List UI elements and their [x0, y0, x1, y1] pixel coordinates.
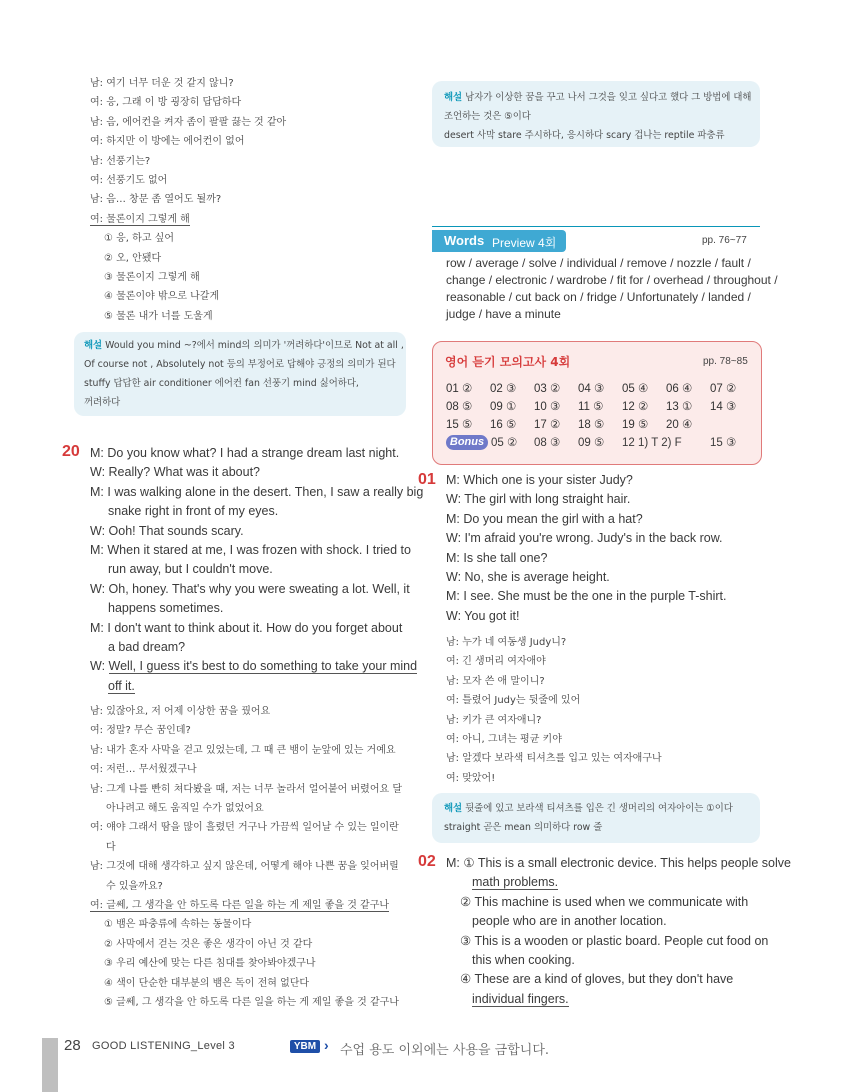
mock-test-title: 영어 듣기 모의고사 4회	[445, 355, 571, 369]
mock-test-answer-box	[432, 341, 762, 465]
dialogue-line: 여: 물론이지 그렇게 해	[90, 213, 190, 225]
page-number: 28	[64, 1037, 81, 1054]
bonus-badge: Bonus	[446, 435, 488, 450]
bonus-row: Bonus 05 ② 08 ③ 09 ⑤ 12 1) T 2) F 15 ③	[446, 434, 756, 452]
script-line: happens sometimes.	[108, 601, 224, 616]
option-4: ④ 색이 단순한 대부분의 뱀은 독이 전혀 없단다	[104, 977, 310, 989]
script-line: ④ These are a kind of gloves, but they don't have	[460, 972, 734, 987]
book-title: GOOD LISTENING_Level 3	[92, 1040, 235, 1052]
words-preview-tab: Words Preview 4회	[432, 230, 566, 252]
script-line: W: Oh, honey. That's why you were sweating a lot. Well, it	[90, 581, 410, 596]
explanation-box-01: 해설 뒷줄에 있고 보라색 티셔츠를 입은 긴 생머리의 여자아이는 ①이다 straight 곧은 mean 의미하다 row 줄	[432, 793, 760, 843]
dialogue-line: 남: 음… 창문 좀 열어도 될까?	[90, 194, 222, 206]
script-line: math problems.	[472, 875, 559, 890]
words-list: row / average / solve / individual / remove / nozzle / fault / change / electronic / wardrobe / fit for / overhead / throughout / reasonable / cut back on / fridge / Unfortunately / landed / judge / have a minute	[446, 256, 778, 321]
script-line: M: I see. She must be the one in the purple T-shirt.	[446, 589, 727, 604]
q20-translation: 남: 있잖아요, 저 어제 이상한 꿈을 꿨어요 여: 정말? 무슨 꿈인데? 남: 내가 혼자 사막을 걷고 있었는데, 그 때 큰 뱀이 눈앞에 있는 거예요 여: 저런… 무서웠겠구나 남: 그게 나를 빤히 쳐다봤을 때, 저는 너무 놀라서 얼어붙어 버렸어요 달 아나려고 해도 움직일 수가 없었어요 여: 얘야 그래서 땀을 많이 흘렸던 거구나 가끔씩 일어날 수 있는 일이란 다 남: 그것에 대해 생각하고 싶지 않은데, 어떻게 해야 나쁜 꿈을 잊어버릴 수 있을까요? 여: 글쎄, 그 생각을 안 하도록 다른 일을 하는 게 제일 좋을 것 같구나 ① 뱀은 파충류에 속하는 동물이다 ② 사막에서 걷는 것은 좋은 생각이 아닌 것 같다 ③ 우리 예산에 맞는 다른 침대를 찾아봐야겠구나 ④ 색이 단순한 대부분의 뱀은 독이 전혀 없단다 ⑤ 글쎄, 그 생각을 안 하도록 다른 일을 하는 게 제일 좋을 것 같구나	[90, 702, 402, 1013]
script-line: W: I'm afraid you're wrong. Judy's in the back row.	[446, 531, 723, 546]
script-line: ② This machine is used when we communicate with	[460, 894, 749, 909]
dialogue-line: 여: 하지만 이 방에는 에어컨이 없어	[90, 136, 245, 148]
q01-dialogue	[446, 471, 727, 626]
explanation-box-19: 해설 Would you mind ~?에서 mind의 의미가 '꺼려하다'이므로 Not at all , Of course not , Absolutely not 등의 부정어로 답해야 긍정의 의미가 된다 stuffy 답답한 air conditioner 에어컨 fan 선풍기 mind 싫어하다, 꺼려하다	[74, 332, 406, 416]
option-3: ③ 물론이지 그렇게 해	[104, 272, 200, 284]
option-2: ② 오, 안됐다	[104, 252, 162, 264]
script-line: W: No, she is average height.	[446, 570, 610, 585]
dialogue-line: 남: 음, 에어컨을 켜자 좀이 팔팔 끓는 것 같아	[90, 116, 287, 128]
q20-dialogue	[90, 444, 424, 696]
dialogue-line: 남: 여기 너무 더운 것 같지 않니?	[90, 78, 234, 89]
script-line: W: You got it!	[446, 608, 520, 623]
script-line: M: When it stared at me, I was frozen with shock. I tried to	[90, 543, 411, 558]
script-line: a bad dream?	[108, 640, 186, 655]
script-line: snake right in front of my eyes.	[108, 504, 279, 519]
dialogue-line: 남: 선풍기는?	[90, 155, 151, 167]
chevron-right-icon: ›	[324, 1037, 329, 1053]
q20-options	[90, 915, 402, 1012]
question-number-01: 01	[418, 471, 436, 488]
ybm-logo: YBM	[290, 1040, 320, 1053]
words-preview-pages: pp. 76~77	[702, 235, 747, 246]
script-line: M: ① This is a small electronic device. This helps people solve	[446, 856, 791, 870]
script-line: W: The girl with long straight hair.	[446, 492, 631, 507]
question-number-02: 02	[418, 853, 436, 870]
q01-translation: 남: 누가 네 여동생 Judy니? 여: 긴 생머리 여자애야 남: 모자 쓴 애 말이니? 여: 틀렸어 Judy는 뒷줄에 있어 남: 키가 큰 여자애니? 여: 아니, 그녀는 평균 키야 남: 알겠다 보라색 티셔츠를 입고 있는 여자애구나 여: 맞았어!	[446, 637, 662, 784]
dialogue-line: 여: 응, 그래 이 방 굉장히 답답하다	[90, 97, 242, 109]
script-line: M: Do you mean the girl with a hat?	[446, 511, 643, 526]
dialogue-line: 여: 선풍기도 없어	[90, 175, 168, 187]
script-line: W: Well, I guess it's best to do something to take your mind	[90, 659, 418, 674]
q02-dialogue	[446, 854, 791, 1009]
script-line: M: Is she tall one?	[446, 550, 548, 565]
option-5: ⑤ 물론 내가 너를 도울게	[104, 310, 213, 322]
script-line: M: I was walking alone in the desert. Then, I saw a really big	[90, 484, 424, 499]
mock-test-pages: pp. 78~85	[703, 356, 748, 367]
script-line: W: Really? What was it about?	[90, 465, 260, 480]
page-edge-tab	[42, 1038, 58, 1092]
option-5: ⑤ 글쎄, 그 생각을 안 하도록 다른 일을 하는 게 제일 좋을 것 같구나	[104, 997, 399, 1009]
explanation-box-20: 해설 남자가 이상한 꿈을 꾸고 나서 그것을 잊고 싶다고 했다 그 방법에 대해 조언하는 것은 ⑤이다 desert 사막 stare 주시하다, 응시하다 scary 겁나는 reptile 파충류	[432, 81, 760, 147]
script-line: individual fingers.	[472, 991, 569, 1006]
script-line: people who are in another location.	[472, 914, 667, 929]
explanation-label: 해설	[84, 340, 103, 351]
option-3: ③ 우리 예산에 맞는 다른 침대를 찾아봐야겠구나	[104, 958, 316, 970]
script-line: M: Which one is your sister Judy?	[446, 473, 633, 487]
option-1: ① 뱀은 파충류에 속하는 동물이다	[104, 919, 252, 931]
explanation-label: 해설	[444, 92, 463, 103]
script-line: run away, but I couldn't move.	[108, 562, 273, 577]
copyright-notice: 수업 용도 이외에는 사용을 금합니다.	[340, 1043, 550, 1058]
words-preview-section	[432, 226, 778, 321]
script-line: M: Do you know what? I had a strange dream last night.	[90, 446, 400, 460]
answer-options	[90, 229, 286, 326]
answer-table: 01 ② 02 ③ 03 ② 04 ③ 05 ④ 06 ④ 07 ② 08 ⑤ 09 ① 10 ③ 11 ⑤ 12 ② 13 ① 14 ③ 15 ⑤ 16 ⑤ 17 ② 18 ⑤ 19 ⑤ 20 ④	[446, 383, 737, 431]
script-line: M: I don't want to think about it. How do you forget about	[90, 620, 403, 635]
question-number-20: 20	[62, 443, 80, 460]
option-4: ④ 물론이야 밖으로 나갈게	[104, 291, 220, 303]
script-line: ③ This is a wooden or plastic board. People cut food on	[460, 933, 769, 948]
script-line: W: Ooh! That sounds scary.	[90, 523, 244, 538]
top-left-dialogue	[90, 74, 286, 326]
option-1: ① 응, 하고 싶어	[104, 233, 174, 245]
script-line: this when cooking.	[472, 953, 575, 968]
script-line: off it.	[108, 678, 135, 693]
option-2: ② 사막에서 걷는 것은 좋은 생각이 아닌 것 같다	[104, 938, 313, 950]
explanation-label: 해설	[444, 803, 463, 814]
